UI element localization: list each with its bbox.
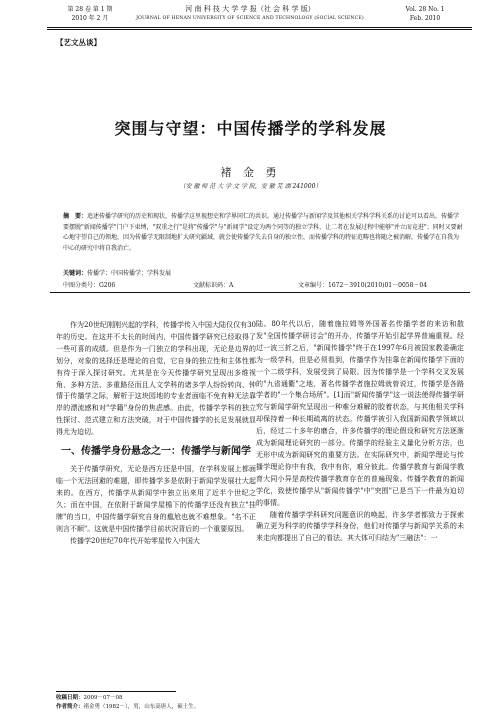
abstract-label: 摘 要： xyxy=(63,213,88,220)
journal-title-en: JOURNAL OF HENAN UNIVERSITY OF SCIENCE AND TECHNOLOGY (SOCIAL SCIENCE) xyxy=(136,16,364,21)
body-paragraph: 传播学20世纪70年代开始零星传入中国大 xyxy=(70,536,200,545)
header-rule xyxy=(47,27,472,28)
abstract-rule xyxy=(50,292,470,293)
received-value: 2009－07－08 xyxy=(83,695,123,701)
issue-date: 2010 年 2 月 xyxy=(71,15,109,22)
volume-issue-en: Vol. 28 No. 1 xyxy=(405,6,445,13)
body-column-left xyxy=(56,320,256,547)
clc-number: 中图分类号：G206 xyxy=(63,282,116,289)
journal-title-block xyxy=(80,5,420,23)
body-column-right xyxy=(256,319,464,545)
body-paragraph: 随着传播学学科研究问题意识的唤起，许多学者都致力于探索确立更为科学的传播学学科身份，他们对传播学与新闻学关系的未来走向都提出了自己的看法。其大体可归结为"三融法"：一 xyxy=(256,510,464,543)
received-date xyxy=(56,694,199,703)
keywords-text: 传播学；中国传播学；学科发展 xyxy=(87,270,172,277)
document-code: 文献标识码：A xyxy=(193,282,234,289)
footnote-rule xyxy=(56,691,176,692)
author-bio-value: 褚金勇（1982－），男，山东高唐人，硕士生。 xyxy=(83,704,200,710)
column-tag: 【艺文丛谈】 xyxy=(56,38,101,47)
footnote xyxy=(56,694,199,712)
body-paragraph: 关于传播学研究，无论是西方还是中国，在学科发展上都面临一个无法回避的难题，即传播学多是依附于新闻学发展壮大起来的。在西方，传播学从新闻学中独立出来用了近半个世纪之久；而在中国，在依附于新闻学屋檐下的传播学还没有独立"挂牌"的当口，中国传播学研究自身的尴尬也就不难想象。"名不正则言不顺"。这就是中国传播学目前状况背后的一个重要原因。 xyxy=(56,465,256,533)
keywords xyxy=(63,268,171,277)
section-heading: 一、传播学身份悬念之一：传播学与新闻学 xyxy=(61,446,251,458)
abstract xyxy=(63,212,463,254)
header-rule-thin xyxy=(47,29,472,30)
abstract-text: 追述传播学研究的历史和现状，传播学这里视想史和学界同仁的共识。通过传播学与新闻学及其他相关学科学科关系的讨论可以看出，传播学要摆脱"新闻传播学"门户下束缚，"双重之行"是将"传播学"与"新闻学"设定为两个同等的独立学科，让二者在发展过程中能够"并立而竞进"；同时又要耐心地守望自己的领地，因为传播学无限制地扩大研究疆域，就会使传播学失去自身的独立性，而传播学科的特征范畴也将随之被消解，传播学在自我为中心的研究中将自我消亡。 xyxy=(63,213,463,252)
classification-row xyxy=(63,280,463,289)
received-label: 收稿日期： xyxy=(56,695,84,701)
body-paragraph: 作为20世纪刚刚兴起的学科，传播学传入中国大陆仅仅有30年的历史。在这并不太长的时间内，中国传播学研究已经取得了一些可喜的成绩。但是作为一门独立的学科出现，无论是边界的划分，对象的选择还是理论的自觉，它自身的独立性和主体性都有待于深入探讨研究。尤其是在今天传播学研究呈现出多维视角、多种方法、多重路径而且人文学科的诸多学人纷纷转向、钟情于传播学之际，解析于这块园地的专业者面临不免有种无法靠岸的漂流感和对"学籍"身份的焦虑感。由此，传播学学科的独立性探讨、范式建立和方法突破，对于中国传播学的长足发展就显得尤为迫切。 xyxy=(56,321,256,437)
author-bio-label: 作者简介： xyxy=(56,704,84,710)
author-bio xyxy=(56,703,199,712)
volume-issue: 第 28 卷 第 1 期 xyxy=(67,6,113,13)
author-name: 褚 金 勇 xyxy=(220,166,281,179)
article-title: 突围与守望：中国传播学的学科发展 xyxy=(114,119,387,138)
keywords-label: 关键词： xyxy=(63,270,88,277)
issue-date-en: Feb. 2010 xyxy=(409,15,441,22)
journal-volume-info-en xyxy=(380,5,470,23)
body-paragraph: 陆。80年代以后，随着施拉姆等外国著名传播学者的来访和散发"全国传播学研讨会"的开办，传播学开始引起学界普遍重视。经过一波三折之后，"新闻传播学"终于在1997年6月被国家教委确定为一级学科，但是必须看到，传播学作为挂靠在新闻传播学下面的一个二级学科，发展受到了局限。因为传播学是一个学科交叉发展的"九省通衢"之地，著名传播学者施拉姆就曾说过，传播学是各路学者的"一个集合场所"。[1]而"新闻传播学"这一说法使得传播学研究与新闻学研究呈现出一种难分难解的胶着状态，与其他相关学科却保持着一种长期疏离的状态。传播学被引入我国新闻教学领域以后，经过二十多年的磨合，许多传播学的理论假设和研究方法逐渐成为新闻理论研究的一部分。传播学的经验主义量化分析方法，也无形中成为新闻研究的重要方法。在实际研究中，新闻学理论与传播学理论你中有我，我中有你，难分彼此。传播学教育与新闻学教育大同小异是高校传播学教育存在的普遍现象。传播学教育的新闻学化，致使传播学从"新闻传播学"中"突围"已是当下一件最为迫切的事情。 xyxy=(256,320,464,507)
author-affiliation: （安 徽 师 范 大 学 文 学 院，安 徽 芜 湖 241000） xyxy=(179,183,322,190)
article-number: 文章编号：1672－3910(2010)01－0058－04 xyxy=(298,282,428,289)
journal-title-cn: 河 南 科 技 大 学 学 报（社 会 科 学 版） xyxy=(185,5,315,13)
